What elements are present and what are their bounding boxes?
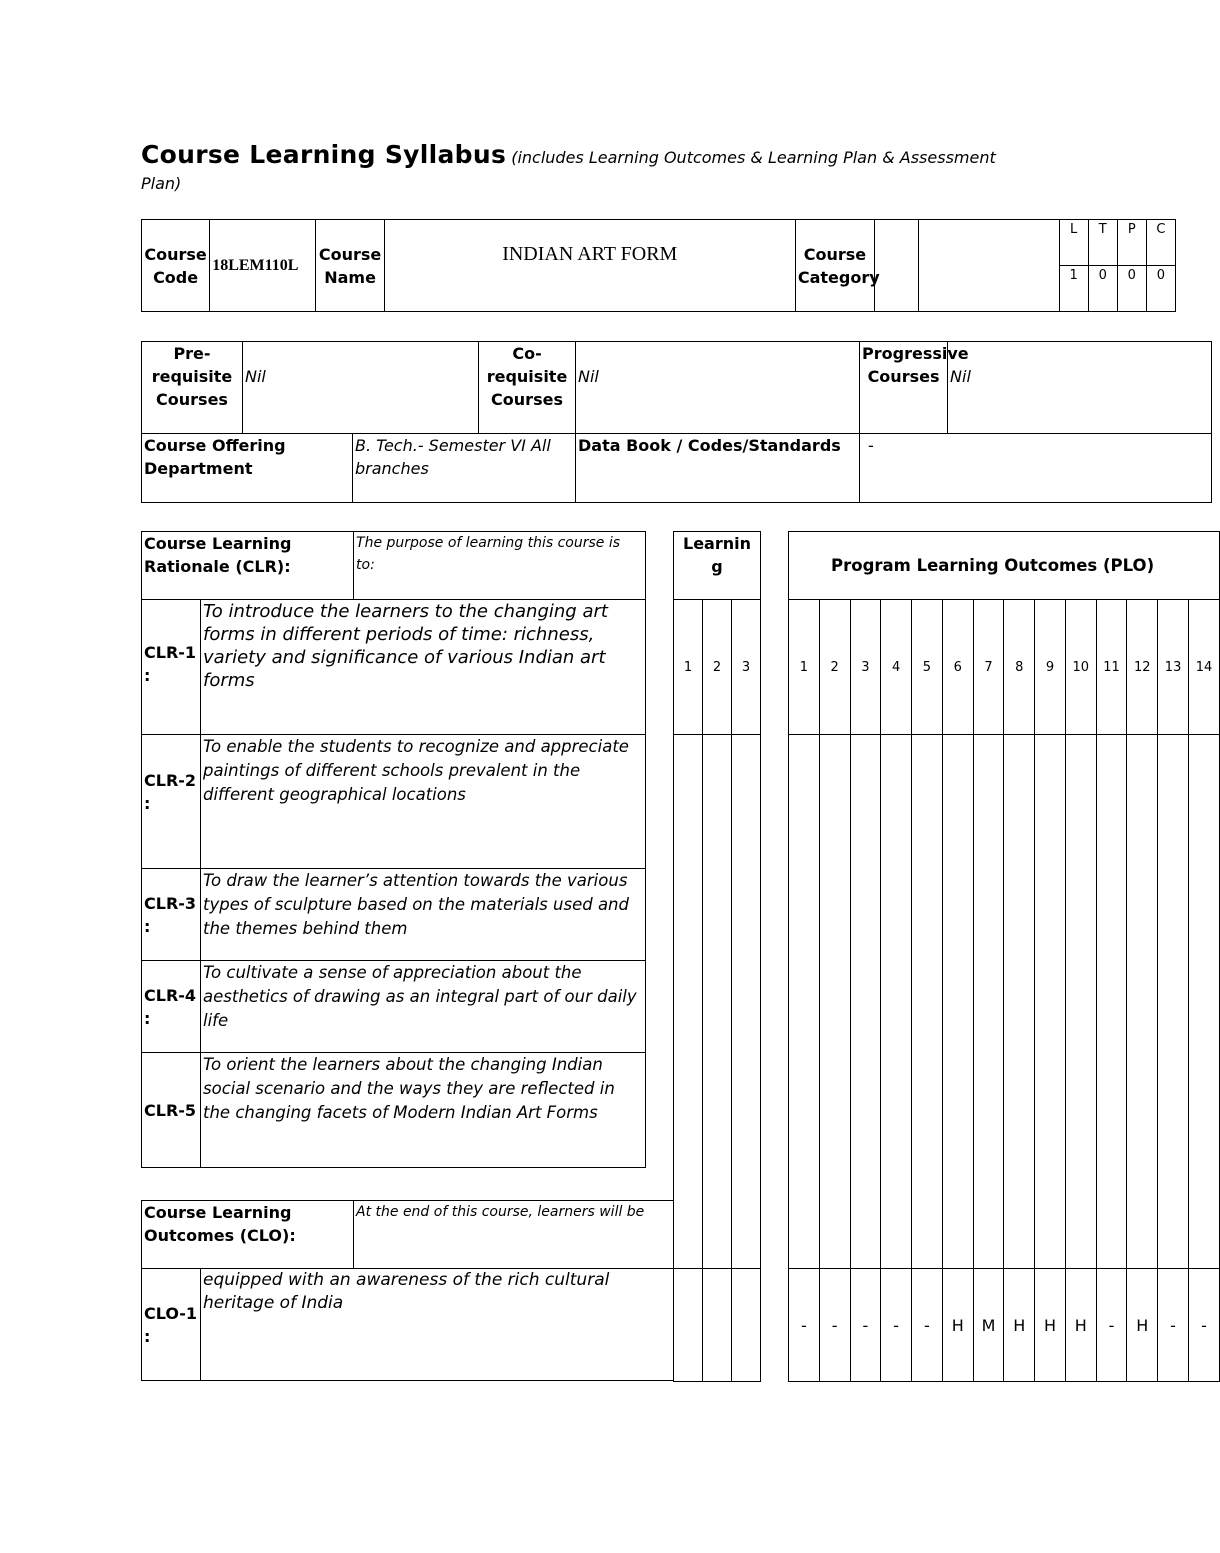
plo-map-10: H bbox=[1065, 1269, 1096, 1382]
plo-col-6: 6 bbox=[942, 600, 973, 735]
ltpc-value-p: 0 bbox=[1117, 266, 1146, 312]
plo-col-7: 7 bbox=[973, 600, 1004, 735]
plo-col-8: 8 bbox=[1004, 600, 1035, 735]
databook-value: - bbox=[860, 434, 1212, 503]
plo-table bbox=[788, 531, 1220, 1382]
ltpc-value-l: 1 bbox=[1059, 266, 1088, 312]
plo-col-13: 13 bbox=[1158, 600, 1189, 735]
clr-table bbox=[141, 531, 646, 1168]
learning-table bbox=[673, 531, 761, 1382]
ltpc-label-l: L bbox=[1059, 220, 1088, 266]
plo-map-9: H bbox=[1035, 1269, 1066, 1382]
clr-label: Course Learning Rationale (CLR): bbox=[142, 532, 354, 600]
progressive-label: Progressive Courses bbox=[860, 342, 948, 434]
clr-5-text: To orient the learners about the changing Indian social scenario and the ways they are reflected in the changing facets of Modern Indian Art Forms bbox=[201, 1053, 646, 1168]
title-subtitle: (includes Learning Outcomes & Learning Plan & Assessment Plan) bbox=[141, 148, 996, 193]
clo-table bbox=[141, 1200, 674, 1381]
course-blank-cell bbox=[919, 220, 1059, 312]
plo-label: Program Learning Outcomes (PLO) bbox=[789, 532, 1220, 600]
databook-label: Data Book / Codes/Standards bbox=[576, 434, 860, 503]
clr-3-text: To draw the learner’s attention towards the various types of sculpture based on the materials used and the themes behind them bbox=[201, 869, 646, 961]
plo-map-4: - bbox=[881, 1269, 912, 1382]
learning-cell bbox=[732, 1269, 761, 1382]
plo-map-14: - bbox=[1188, 1269, 1219, 1382]
plo-map-8: H bbox=[1004, 1269, 1035, 1382]
coreq-label: Co-requisite Courses bbox=[479, 342, 576, 434]
course-header-table bbox=[141, 219, 1176, 312]
plo-col-2: 2 bbox=[819, 600, 850, 735]
learning-cell bbox=[732, 735, 761, 1269]
plo-map-6: H bbox=[942, 1269, 973, 1382]
coreq-value: Nil bbox=[576, 342, 860, 434]
progressive-value: Nil bbox=[948, 342, 1212, 434]
ltpc-value-c: 0 bbox=[1146, 266, 1175, 312]
clo-label: Course Learning Outcomes (CLO): bbox=[142, 1201, 354, 1269]
clr-1-text: To introduce the learners to the changing art forms in different periods of time: richness, variety and significance of various Indian art forms bbox=[201, 600, 646, 735]
learning-label: Learning bbox=[674, 532, 761, 600]
learning-cell bbox=[703, 735, 732, 1269]
plo-map-1: - bbox=[789, 1269, 820, 1382]
ltpc-label-c: C bbox=[1146, 220, 1175, 266]
plo-col-5: 5 bbox=[912, 600, 943, 735]
clo-1-text: equipped with an awareness of the rich cultural heritage of India bbox=[201, 1269, 674, 1381]
clr-5-id: CLR-5 bbox=[142, 1053, 201, 1168]
course-code-label: Course Code bbox=[142, 220, 210, 312]
ltpc-value-t: 0 bbox=[1088, 266, 1117, 312]
plo-map-5: - bbox=[912, 1269, 943, 1382]
plo-map-3: - bbox=[850, 1269, 881, 1382]
clr-2-id: CLR-2 : bbox=[142, 735, 201, 869]
clr-4-text: To cultivate a sense of appreciation about the aesthetics of drawing as an integral part of our daily life bbox=[201, 961, 646, 1053]
clo-intro: At the end of this course, learners will be bbox=[354, 1201, 674, 1269]
clr-1-id: CLR-1 : bbox=[142, 600, 201, 735]
clr-3-id: CLR-3 : bbox=[142, 869, 201, 961]
plo-col-4: 4 bbox=[881, 600, 912, 735]
plo-col-11: 11 bbox=[1096, 600, 1127, 735]
plo-col-14: 14 bbox=[1188, 600, 1219, 735]
plo-col-1: 1 bbox=[789, 600, 820, 735]
plo-col-12: 12 bbox=[1127, 600, 1158, 735]
learning-cell bbox=[703, 1269, 732, 1382]
plo-map-7: M bbox=[973, 1269, 1004, 1382]
ltpc-label-t: T bbox=[1088, 220, 1117, 266]
prereq-value: Nil bbox=[243, 342, 479, 434]
course-name: INDIAN ART FORM bbox=[384, 220, 795, 312]
ltpc-label-p: P bbox=[1117, 220, 1146, 266]
clr-2-text: To enable the students to recognize and appreciate paintings of different schools prevalent in the different geographical locations bbox=[201, 735, 646, 869]
clo-1-id: CLO-1 : bbox=[142, 1269, 201, 1381]
course-category bbox=[875, 220, 919, 312]
plo-map-13: - bbox=[1158, 1269, 1189, 1382]
course-code: 18LEM110L bbox=[210, 220, 316, 312]
learning-cell bbox=[674, 1269, 703, 1382]
course-category-label: Course Category bbox=[795, 220, 874, 312]
learning-cell bbox=[674, 735, 703, 1269]
learning-col-1: 1 bbox=[674, 600, 703, 735]
plo-map-11: - bbox=[1096, 1269, 1127, 1382]
prerequisite-table bbox=[141, 341, 1212, 503]
clr-4-id: CLR-4 : bbox=[142, 961, 201, 1053]
plo-col-10: 10 bbox=[1065, 600, 1096, 735]
clr-purpose: The purpose of learning this course is to: bbox=[354, 532, 646, 600]
course-name-label: Course Name bbox=[316, 220, 384, 312]
plo-col-3: 3 bbox=[850, 600, 881, 735]
title-main: Course Learning Syllabus bbox=[141, 140, 507, 169]
learning-col-2: 2 bbox=[703, 600, 732, 735]
learning-col-3: 3 bbox=[732, 600, 761, 735]
prereq-label: Pre-requisite Courses bbox=[142, 342, 243, 434]
plo-col-9: 9 bbox=[1035, 600, 1066, 735]
plo-map-12: H bbox=[1127, 1269, 1158, 1382]
plo-map-2: - bbox=[819, 1269, 850, 1382]
department-value: B. Tech.- Semester VI All branches bbox=[353, 434, 576, 503]
page-title bbox=[141, 142, 1041, 197]
department-label: Course Offering Department bbox=[142, 434, 353, 503]
